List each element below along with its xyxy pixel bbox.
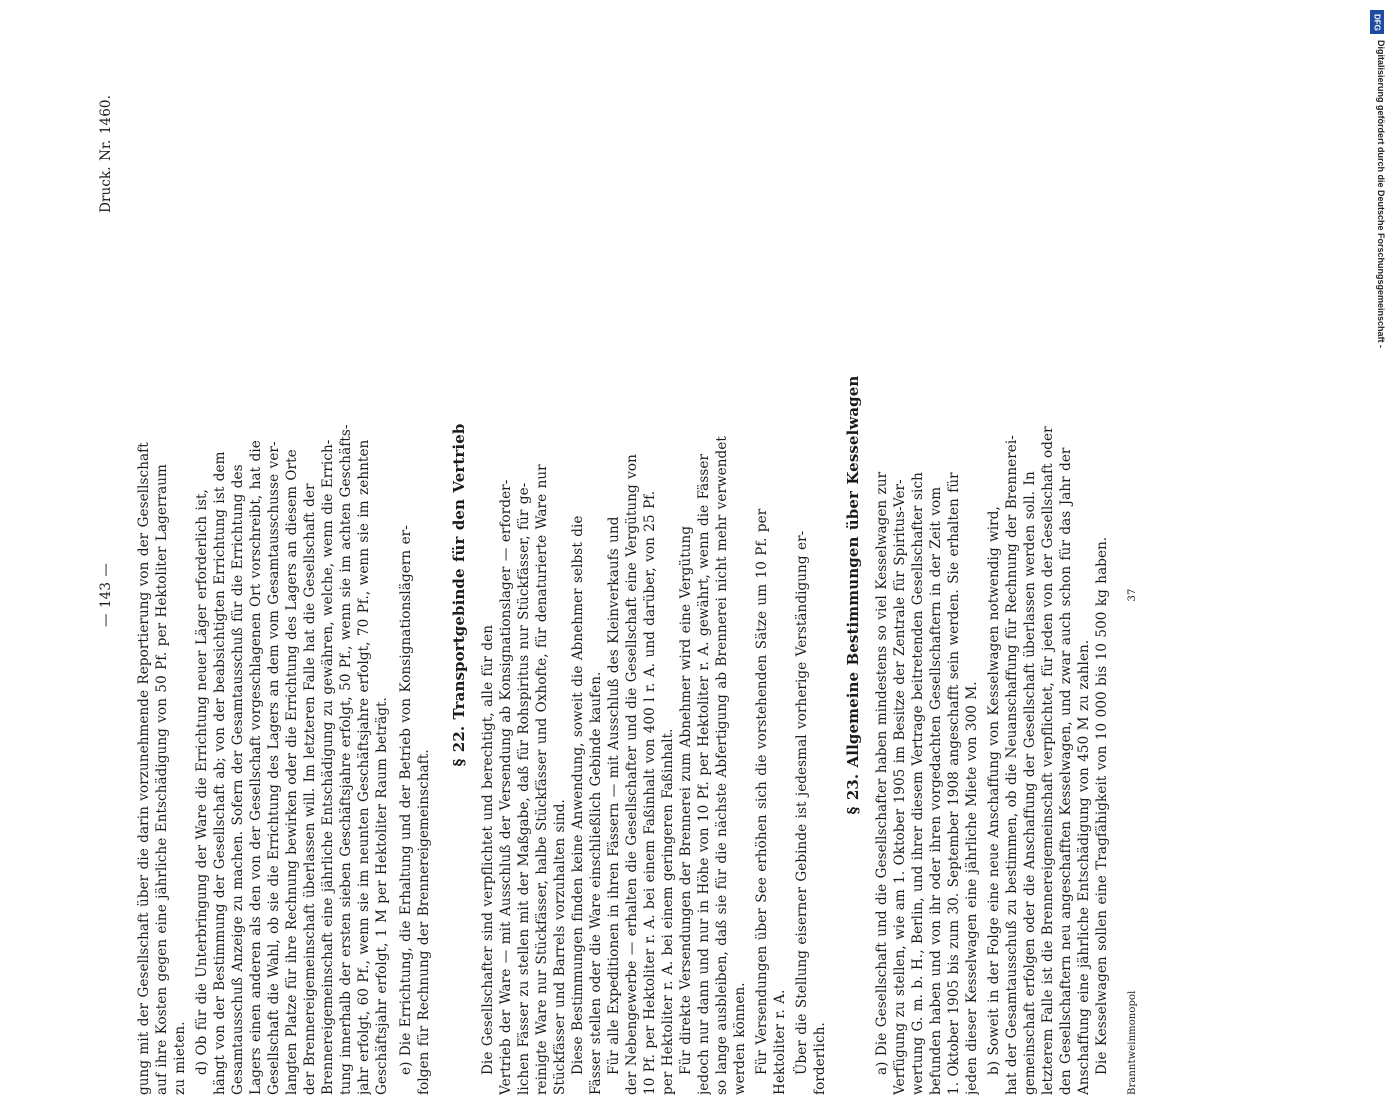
footer-left: Branntweinmonopol [1127,990,1138,1095]
text-line: Über die Stellung eiserner Gebinde ist jedesmal vorherige Verständigung er- [794,530,810,1075]
text-line: jedoch nur dann und nur in Höhe von 10 Pf. per Hektoliter r. A. gewährt, wenn die Fässer [696,453,712,1095]
text-line: forderlich. [812,1022,828,1095]
text-line: jahr erfolgt, 60 Pf., wenn sie im neunten Geschäftsjahre erfolgt, 70 Pf., wenn sie im zehnten [356,439,372,1095]
text-line: den Gesellschaftern neu angeschafften Kesselwagen, und zwar auch schon für das Jahr der [1058,447,1074,1095]
digitization-credit-text: Digitalisierung gefördert durch die Deutsche Forschungsgemeinschaft - [1376,40,1386,349]
text-line: hat der Gesamtausschuß zu bestimmen, ob die Neuanschaffung für Rechnung der Brennerei- [1004,435,1020,1095]
text-line: auf ihre Kosten gegen eine jährliche Entschädigung von 50 Pf. per Hektoliter Lagerraum [154,464,170,1095]
text-line: Für Versendungen über See erhöhen sich die vorstehenden Sätze um 10 Pf. per [754,508,770,1075]
text-line: jeden dieser Kesselwagen eine jährliche Miete von 300 M. [964,681,980,1095]
text-line: tung innerhalb der ersten sieben Geschäftsjahre erfolgt, 50 Pf., wenn sie im achten Geschäfts- [338,424,354,1095]
text-line: 1. Oktober 1905 bis zum 30. September 1908 angeschafft sein werden. Sie erhalten für [946,472,962,1095]
text-line: befunden haben und von ihr oder ihren vorgedachten Gesellschaftern in der Zeit vom [928,486,944,1095]
text-line: folgen für Rechnung der Brennereigemeinschaft. [416,749,432,1095]
text-line: Vertrieb der Ware — mit Ausschluß der Versendung ab Konsignationslager — erforder- [498,479,514,1095]
text-line: Lagers einen anderen als den von der Gesellschaft vorgeschlagenen Ort vorschreibt, hat die [248,440,264,1095]
digitization-credit [1376,10,1388,990]
text-line: zu mieten. [172,1021,188,1095]
dfg-logo: DFG [1370,10,1384,34]
text-line: Für alle Expeditionen in ihren Fässern — mit Ausschluß des Kleinverkaufs und [606,516,622,1075]
text-line: Hektoliter r. A. [772,989,788,1095]
text-line: Geschäftsjahr erfolgt, 1 M per Hektoliter Raum beträgt. [374,697,390,1095]
text-line: der Nebengewerbe — erhalten die Gesellschafter und die Gesellschaft eine Vergütung von [624,454,640,1095]
section-heading-22: § 22. Transportgebinde für den Vertrieb [450,423,468,767]
print-reference: Druck. Nr. 1460. [98,95,114,213]
text-line: Verfügung zu stellen, wie am 1. Oktober 1905 im Besitze der Zentrale für Spiritus-Ver- [892,479,908,1095]
text-line: Diese Bestimmungen finden keine Anwendung, soweit die Abnehmer selbst die [570,515,586,1075]
text-line: Die Gesellschafter sind verpflichtet und berechtigt, alle für den [480,624,496,1075]
text-line: Anschaffung eine jährliche Entschädigung von 450 M zu zahlen. [1076,639,1092,1095]
text-line: so lange ausbleiben, daß sie für die nächste Abfertigung ab Brennerei nicht mehr verwendet [714,436,730,1095]
text-line: b) Soweit in der Folge eine neue Anschaffung von Kesselwagen notwendig wird, [986,506,1002,1075]
text-line: werden können. [732,982,748,1095]
text-line: Brennereigemeinschaft eine jährliche Entschädigung zu gewähren, welche, wenn die Errich- [320,439,336,1095]
text-line: gung mit der Gesellschaft über die darin vorzunehmende Reportierung von der Gesellschaft [136,442,152,1095]
text-line: Gesellschaft die Wahl, ob sie die Errichtung des Lagers an dem vom Gesamtausschusse ver- [266,441,282,1095]
text-line: letzterem Falle ist die Brennereigemeinschaft verpflichtet, für jeden von der Gesellschaft oder [1040,426,1056,1095]
text-line: e) Die Errichtung, die Erhaltung und der Betrieb von Konsignationslägern er- [398,525,414,1075]
text-line: d) Ob für die Unterbringung der Ware die Errichtung neuer Läger erforderlich ist, [194,489,210,1075]
text-line: hängt von der Bestimmung der Gesellschaft ab; von der beabsichtigten Errichtung ist dem [212,451,228,1095]
footer-page-number: 37 [1127,588,1138,602]
text-line: Gesamtausschuß Anzeige zu machen. Sofern der Gesamtausschuß für die Errichtung des [230,464,246,1095]
page-number: — 143 — [98,562,114,628]
text-line: Stückfässer und Barrels vorzuhalten sind. [552,799,568,1095]
document-page [100,95,1200,1095]
text-line: Die Kesselwagen sollen eine Tragfähigkeit von 10 000 bis 10 500 kg haben. [1094,536,1110,1075]
text-line: wertung G. m. b. H., Berlin, und ihrer diesem Vertrage beitretenden Gesellschafter sich [910,472,926,1095]
section-heading-23: § 23. Allgemeine Bestimmungen über Kesselwagen [844,375,862,815]
text-line: der Brennereigemeinschaft überlassen will. Im letzteren Falle hat die Gesellschaft der [302,483,318,1095]
text-line: lichen Fässer zu stellen mit der Maßgabe, daß für Rohspiritus nur Stückfässer, für ge- [516,482,532,1095]
text-line: Für direkte Versendungen der Brennerei zum Abnehmer wird eine Vergütung [678,525,694,1075]
text-line: langten Platze für ihre Rechnung bewirken oder die Errichtung des Lagers an diesem Orte [284,449,300,1095]
text-line: Fässer stellen oder die Ware einschließlich Gebinde kaufen. [588,671,604,1095]
text-line: a) Die Gesellschaft und die Gesellschafter haben mindestens so viel Kesselwagen zur [874,471,890,1075]
text-line: 10 Pf. per Hektoliter r. A. bei einem Faßinhalt von 400 l r. A. und darüber, von 25 Pf. [642,490,658,1095]
text-line: reinigte Ware nur Stückfässer, halbe Stückfässer und Oxhofte, für denaturierte Ware nur [534,464,550,1095]
text-line: per Hektoliter r. A. bei einem geringeren Faßinhalt. [660,728,676,1095]
text-line: gemeinschaft erfolgen oder die Anschaffung der Gesellschaft überlassen werden soll. In [1022,471,1038,1095]
